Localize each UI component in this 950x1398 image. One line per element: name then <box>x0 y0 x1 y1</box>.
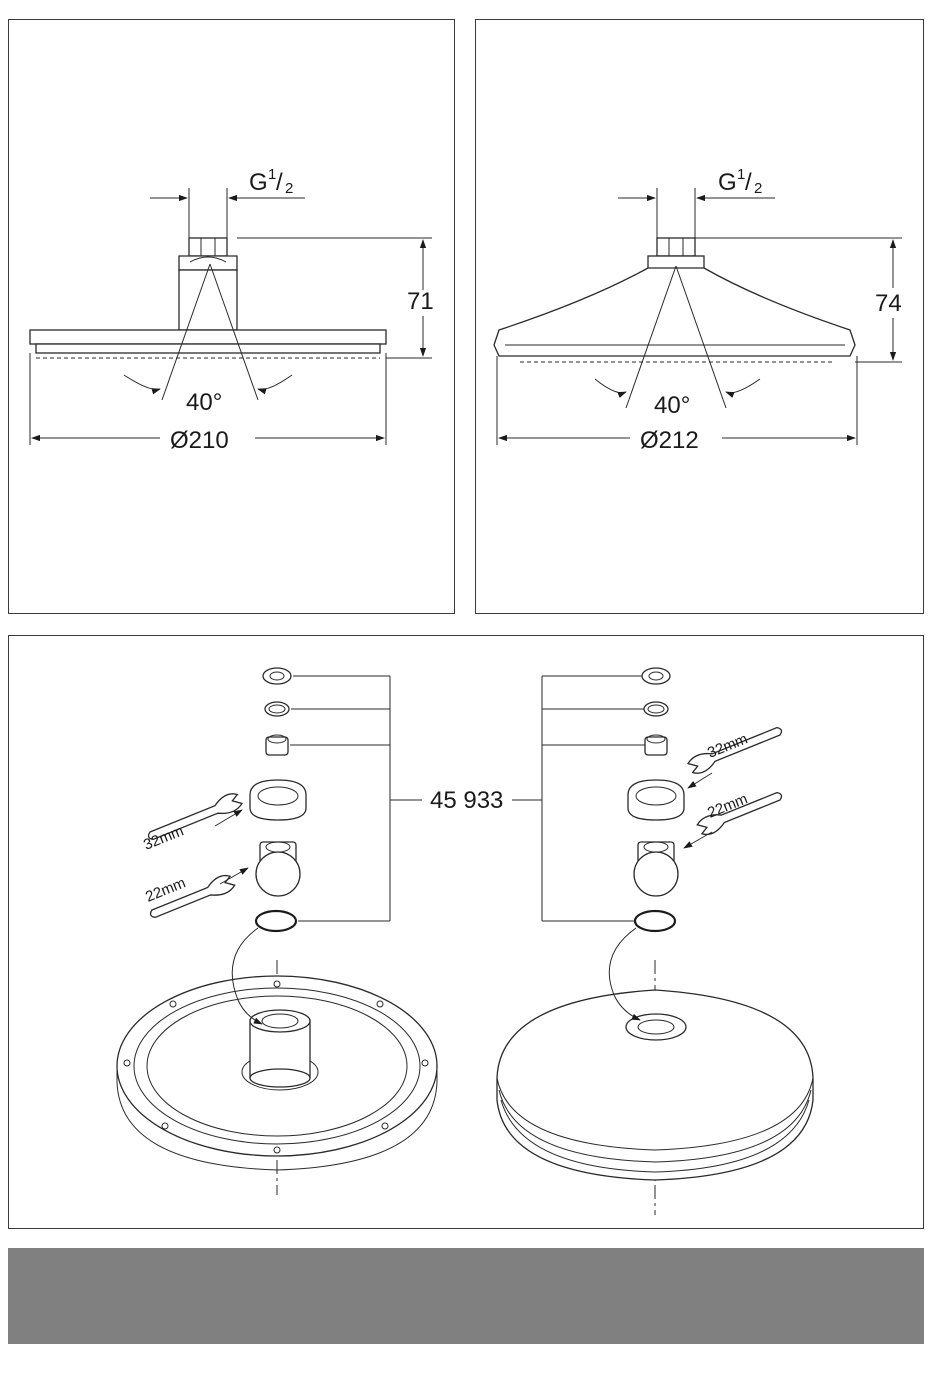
thread-frac-slash-b: / <box>745 169 752 196</box>
angle-label-a: 40° <box>186 389 223 416</box>
wrench-label-22-right: 22mm <box>705 790 751 822</box>
height-label-a: 71 <box>407 288 434 315</box>
wrench-label-22-left: 22mm <box>143 874 189 906</box>
exploded-right-assembly <box>497 668 813 1215</box>
thread-frac-num-a: 1 <box>268 166 277 183</box>
diameter-label-a: Ø210 <box>170 427 229 454</box>
thread-frac-slash-a: / <box>276 169 283 196</box>
part-number-label: 45 933 <box>430 787 504 814</box>
thread-frac-num-b: 1 <box>737 166 746 183</box>
thread-label-b: G <box>718 169 737 196</box>
thread-frac-den-b: 2 <box>754 180 763 197</box>
height-label-b: 74 <box>875 290 902 317</box>
wrench-label-32-left: 32mm <box>141 822 187 854</box>
exploded-left-assembly <box>117 668 437 1195</box>
thread-frac-den-a: 2 <box>285 180 294 197</box>
thread-label-a: G <box>249 169 268 196</box>
drawing-classic-head <box>494 188 902 445</box>
wrench-label-32-right: 32mm <box>705 730 751 762</box>
angle-label-b: 40° <box>654 392 691 419</box>
diameter-label-b: Ø212 <box>640 427 699 454</box>
drawing-square-head <box>30 188 432 445</box>
